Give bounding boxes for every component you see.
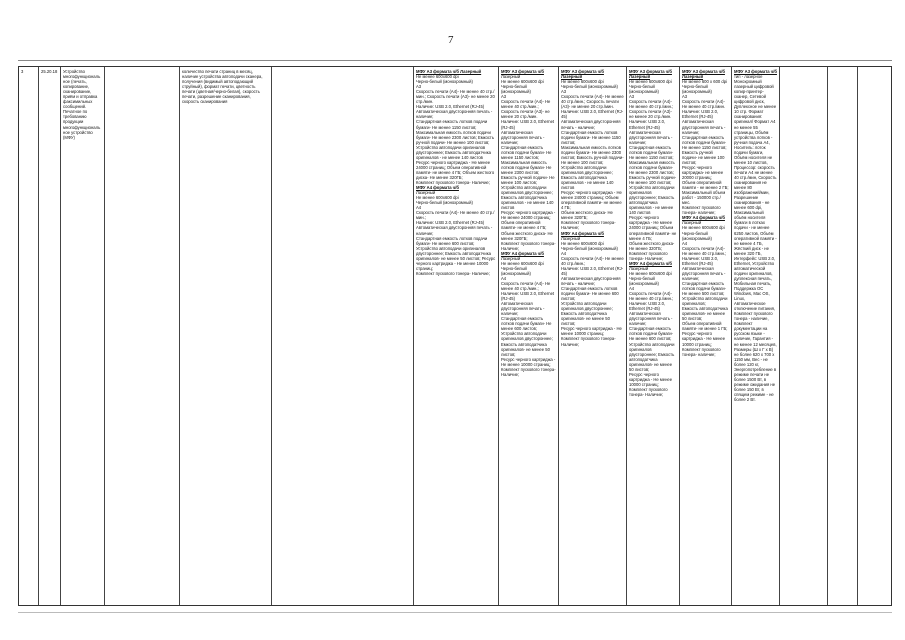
offer-4-text: Не менее 600x600 dpi Черно-белый (монохромный) А3 Скорость печати (А4)- Не менее 40 стр./мин.; Скорость печати (А3)- не менее 20 стр./мин. Наличие: USB 2.0, Ethernet (RJ-45) Автоматическая двусторонняя печать - наличие; Стандартная емкость лотков подачи бумаги- Не менее 1150 листов; Максимальная емкость лотков подачи бумаги- Не менее 2300 листов; Емкость ручной подачи- Не менее 100 листов; Устройство автоподачи оригиналов двустороннее; Емкость автоподатчика оригиналов - не менее 140 листов Ресурс черного картриджа - Не менее 24000 страниц; Объем оперативной памяти- не менее 4 ГБ; Объем жесткого диска- Не менее 320ГБ; Комплект пускового тонера- Наличие; [629,79,677,261]
offer-4-title: МФУ А3 формата ч/б Лазерный [629,69,672,80]
page-number: 7 [448,34,454,46]
offer-cell-3 [559,67,627,605]
offer-2-title: МФУ А3 формата ч/б [501,69,544,74]
top-rule [18,60,892,61]
item-name: Устройство многофункциональное (печать, копирование, сканирование, приём и отправка факсимильных сообщений. Печатное по требованию продукции многофункциональное устройство (МФУ) [63,69,101,140]
offer-cell-1 [414,67,499,605]
offer-5-text: Не менее 600 x 600 dpi Черно-белый (монохромный) А3 Скорость печати (А4)- Не менее 40 стр./мин. Наличие: USB 2.0, Ethernet (RJ-45) Автоматическая двусторонняя печать - наличие; Стандартная емкость лотков подачи бумаги- Не менее 1150 листов; Емкость ручной подачи- не менее 100 листов; Ресурс черного картриджа- не менее 20000 страниц; Объем оперативной памяти - не менее 2 ГБ; Максимальный объем работ - 150000 стр./мес. Комплект пускового тонера- наличие; [682,79,729,216]
row-date-cell [39,67,61,605]
offer-cell-2 [499,67,559,605]
offer-3-text: Не менее 600x600 dpi Черно-белый (монохромный) А3 Скорость печати (А4)- Не менее 40 стр./мин.; Скорость печати (А3)- не менее 20 стр./мин. Наличие: USB 2.0, Ethernet (RJ-45) Автоматическая двусторонняя печать - наличие; Стандартная емкость лотков подачи бумаги- Не менее 1150 листов; Максимальная емкость лотков подачи бумаги- Не менее 2300 листов; Емкость ручной подачи- Не менее 100 листов; Устройство автоподачи оригиналов двустороннее; Емкость автоподатчика оригиналов - не менее 140 листов Ресурс черного картриджа - Не менее 24000 страниц; Объем оперативной памяти- не менее 4 ГБ; Объем жесткого диска- Не менее 320ГБ; Комплект пускового тонера- Наличие; [561,79,624,231]
offer-3-title: МФУ А3 формата ч/б Лазерный [561,69,604,80]
offer-3-sub-text: Лазерный Не менее 600x600 dpi Черно-белый (монохромный) А4 Скорость печати (А4)- Не менее 40 стр./мин.; Наличие: USB 2.0, Ethernet (RJ-45) Автоматическая двусторонняя печать - наличие; Стандартная емкость лотков подачи бумаги- Не менее 600 листов; Устройство автоподачи оригиналов двустороннее; Емкость автоподатчика оригиналов- не менее 50 листов; Ресурс черного картриджа - Не менее 10000 страниц; Комплект пускового тонера- Наличие; [561,235,624,347]
empty-cell-a [105,67,180,605]
empty-cell-d [828,67,858,605]
item-name-cell [61,67,105,605]
offer-1-text: Не менее 600x600 dpi Черно-белый (монохромный) А3 Скорость печати (А4)- Не менее 40 стр./мин.; Скорость печати (А3)- не менее 20 стр./мин. Наличие: USB 2.0, Ethernet (RJ-45) Автоматическая двусторонняя печать - наличие; Стандартная емкость лотков подачи бумаги- Не менее 1150 листов; Максимальная емкость лотков подачи бумаги- Не менее 2300 листов; Емкость ручной подачи- Не менее 100 листов; Устройство автоподачи оригиналов двустороннее; Емкость автоподатчика оригиналов - не менее 140 листов Ресурс черного картриджа - Не менее 24000 страниц; Объем оперативной памяти- не менее 4 ГБ; Объем жесткого диска- Не менее 320ГБ; Комплект пускового тонера- Наличие; [416,74,495,186]
offer-cell-4 [627,67,680,605]
offer-6-title: МФУ А3 формата ч/б [734,69,777,74]
empty-cell-c [780,67,828,605]
offer-6-text: тип - лазерное Монохромный лазерный цифровой копир-принтер-сканер, Сетевой цифровой диск, Дуплексное не менее 10 стр. Формат сканирования: оригинал/ Формат А4 не менее 55 страницы, Объём устройства лотков - ручная подача А4, Носитель: лоток подачи бумаги, Объём носителя не менее 10 листов, Процессор: скорость печати А4 не менее 40 стр./мин, Скорость сканирования не менее 80 изображений/мин, Разрешение сканирования - не менее 600 dpi, Максимальный объём носителя бумаги в лотках подачи - не менее 6250 листов, Объём оперативной памяти - не менее 4 ГБ, Жёсткий диск - не менее 320 ГБ, Интерфейс: USB 2.0, Ethernet, Устройство автоматической подачи оригиналов, дуплексная печать, Мобильная печать, Поддержка ОС Windows, Mac OS, Linux, Автоматическое отключение питания, Комплект пускового тонера - наличие, Комплект документации на русском языке - наличие, Гарантия - не менее 12 месяцев, Размеры (Ш x Г x В) не более 620 x 700 x 1150 мм, Вес - не более 120 кг, Энергопотребление в режиме печати не более 1500 Вт, в режиме ожидания не более 150 Вт, в спящем режиме - не более 2 Вт. [734,74,778,403]
offer-4-sub-text: Лазерный Не менее 600x600 dpi Черно-белый (монохромный) А4 Скорость печати (А4)- Не менее 40 стр./мин.; Наличие: USB 2.0, Ethernet (RJ-45) Автоматическая двусторонняя печать - наличие; Стандартная емкость лотков подачи бумаги- Не менее 600 листов; Устройство автоподачи оригиналов двустороннее; Емкость автоподатчика оригиналов- не менее 50 листов; Ресурс черного картриджа - Не менее 10000 страниц; Комплект пускового тонера- Наличие; [629,265,675,397]
empty-cell-e [858,67,891,605]
offer-2-text: Лазерный Не менее 600x600 dpi Черно-белый (монохромный) А3 Скорость печати (А4)- Не менее 40 стр./мин.; Скорость печати (А3)- не менее 20 стр./мин. Наличие: USB 2.0, Ethernet (RJ-45) Автоматическая двусторонняя печать - наличие; Стандартная емкость лотков подачи бумаги- Не менее 1150 листов; Максимальная емкость лотков подачи бумаги- Не менее 2300 листов; Емкость ручной подачи- Не менее 100 листов; Устройство автоподачи оригиналов двустороннее; Емкость автоподатчика оригиналов - не менее 140 листов Ресурс черного картриджа - Не менее 24000 страниц; Объем оперативной памяти- не менее 4 ГБ; Объем жесткого диска- Не менее 320ГБ; Комплект пускового тонера- Наличие; [501,74,556,251]
row-index: 3 [21,69,24,74]
offer-1-sub-text: Лазерный Не менее 600x600 dpi Черно-белый (монохромный) А4 Скорость печати (А4)- Не менее 40 стр./мин.; Наличие: USB 2.0, Ethernet (RJ-45) Автоматическая двусторонняя печать - наличие; Стандартная емкость лотков подачи бумаги- Не менее 600 листов; Устройство автоподачи оригиналов двустороннее; Емкость автоподатчика оригиналов- не менее 50 листов; Ресурс черного картриджа - Не менее 10000 страниц; Комплект пускового тонера- Наличие; [416,190,496,276]
offer-5-sub-text: Лазерный Не менее 600x600 dpi Черно-белый (монохромный) А4 Скорость печати (А4)- Не менее 40 стр./мин.; Наличие: USB 2.0, Ethernet (RJ-45) Автоматическая двусторонняя печать - наличие; Стандартная емкость лотков подачи бумаги- Не менее 500 листов; Устройство автоподачи оригиналов; Емкость автоподатчика оригиналов- не менее 50 листов; Объем оперативной памяти- не менее 1 ГБ; Ресурс черного картриджа - Не менее 10000 страниц; Комплект пускового тонера- наличие; [682,220,728,357]
offer-5-title: МФУ А3 формата ч/б Лазерный [682,69,725,80]
offer-1-sub-title: МФУ А4 формата ч/б [416,185,459,191]
requirement-text: количество печати страниц в месяц, наличие устройства автоподачи сканера, получения (видимый автоподающий струйный), формат печати, цветность печати (цветная/черно-белая), скорость печати, разрешение сканирования, скорость сканирования [182,69,263,105]
offer-4-sub-title: МФУ А4 формата ч/б [629,260,672,266]
empty-cell-b [272,67,414,605]
offer-2-sub-text: Лазерный Не менее 600x600 dpi Черно-белый (монохромный) А4 Скорость печати (А4)- Не менее 40 стр./мин.; Наличие: USB 2.0, Ethernet (RJ-45) Автоматическая двусторонняя печать - наличие; Стандартная емкость лотков подачи бумаги- Не менее 600 листов; Устройство автоподачи оригиналов двустороннее; Емкость автоподатчика оригиналов- не менее 50 листов; Ресурс черного картриджа - Не менее 10000 страниц; Комплект пускового тонера- Наличие; [501,255,556,377]
offer-5-sub-title: МФУ А4 формата ч/б [682,215,725,221]
document-table [18,66,892,606]
requirement-cell [180,67,272,605]
offer-3-sub-title: МФУ А4 формата ч/б [561,230,604,236]
row-date: 25.20.18 [41,69,58,74]
offer-2-sub-title: МФУ А4 формата ч/б [501,250,544,256]
offer-cell-6 [732,67,780,605]
offer-cell-5 [680,67,732,605]
row-index-cell [19,67,39,605]
bottom-rule [18,612,892,613]
offer-1-title: МФУ А3 формата ч/б Лазерный [416,69,482,74]
